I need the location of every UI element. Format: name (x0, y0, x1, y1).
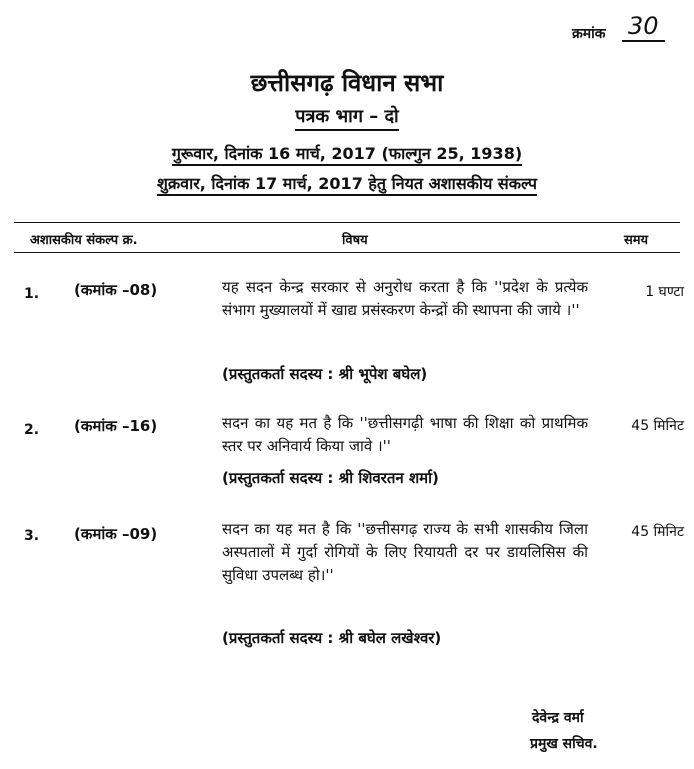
notice-line (0, 172, 694, 194)
table-header-rule (14, 252, 680, 253)
resolution-subject: सदन का यह मत है कि ''छत्तीसगढ़ी भाषा की शिक्षा को प्राथमिक स्तर पर अनिवार्य किया जावे ।'' (222, 414, 588, 455)
resolution-number: (कमांक –09) (74, 525, 158, 543)
table-top-rule (14, 222, 680, 223)
signatory-designation: प्रमुख सचिव. (530, 736, 598, 752)
notice-line-text: शुक्रवार, दिनांक 17 मार्च, 2017 हेतु नियत अशासकीय संकल्प (157, 174, 537, 196)
document-title: छत्तीसगढ़ विधान सभा (250, 69, 444, 97)
resolution-time: 45 मिनिट (631, 524, 684, 540)
resolution-subject: सदन का यह मत है कि ''छत्तीसगढ़ राज्य के सभी शासकीय जिला अस्पतालों में गुर्दा रोगियों के लिए रियायती दर पर डायलिसिस की सुविधा उपलब्ध हो।'' (222, 520, 588, 584)
row-number: 3. (24, 528, 40, 544)
resolution-number: (कमांक –08) (74, 281, 158, 299)
resolution-time: 45 मिनिट (631, 418, 684, 434)
resolution-mover: (प्रस्तुतकर्ता सदस्य : श्री बघेल लखेश्वर) (222, 629, 442, 647)
serial-number: 30 (622, 12, 665, 42)
resolution-subject: यह सदन केन्द्र सरकार से अनुरोध करता है कि ''प्रदेश के प्रत्येक संभाग मुख्यालयों में खाद्य प्रसंस्करण केन्द्रों की स्थापना की जाये ।'' (222, 278, 588, 319)
resolution-mover: (प्रस्तुतकर्ता सदस्य : श्री भूपेश बघेल) (222, 365, 428, 383)
row-number: 1. (24, 286, 40, 302)
column-header-resolution: अशासकीय संकल्प क्र. (30, 233, 138, 248)
column-header-subject: विषय (342, 233, 368, 248)
resolution-number: (कमांक –16) (74, 417, 158, 435)
date-line-text: गुरूवार, दिनांक 16 मार्च, 2017 (फाल्गुन 25, 1938) (172, 144, 522, 166)
serial-label: क्रमांक (572, 26, 606, 42)
subtitle-text: पत्रक भाग – दो (295, 106, 398, 131)
resolution-mover: (प्रस्तुतकर्ता सदस्य : श्री शिवरतन शर्मा) (222, 469, 439, 487)
row-number: 2. (24, 422, 40, 438)
resolution-time: 1 घण्टा (645, 284, 684, 300)
document-subtitle (0, 104, 694, 128)
signatory-name: देवेन्द्र वर्मा (532, 710, 584, 726)
column-header-time: समय (624, 233, 649, 248)
date-line (0, 142, 694, 164)
